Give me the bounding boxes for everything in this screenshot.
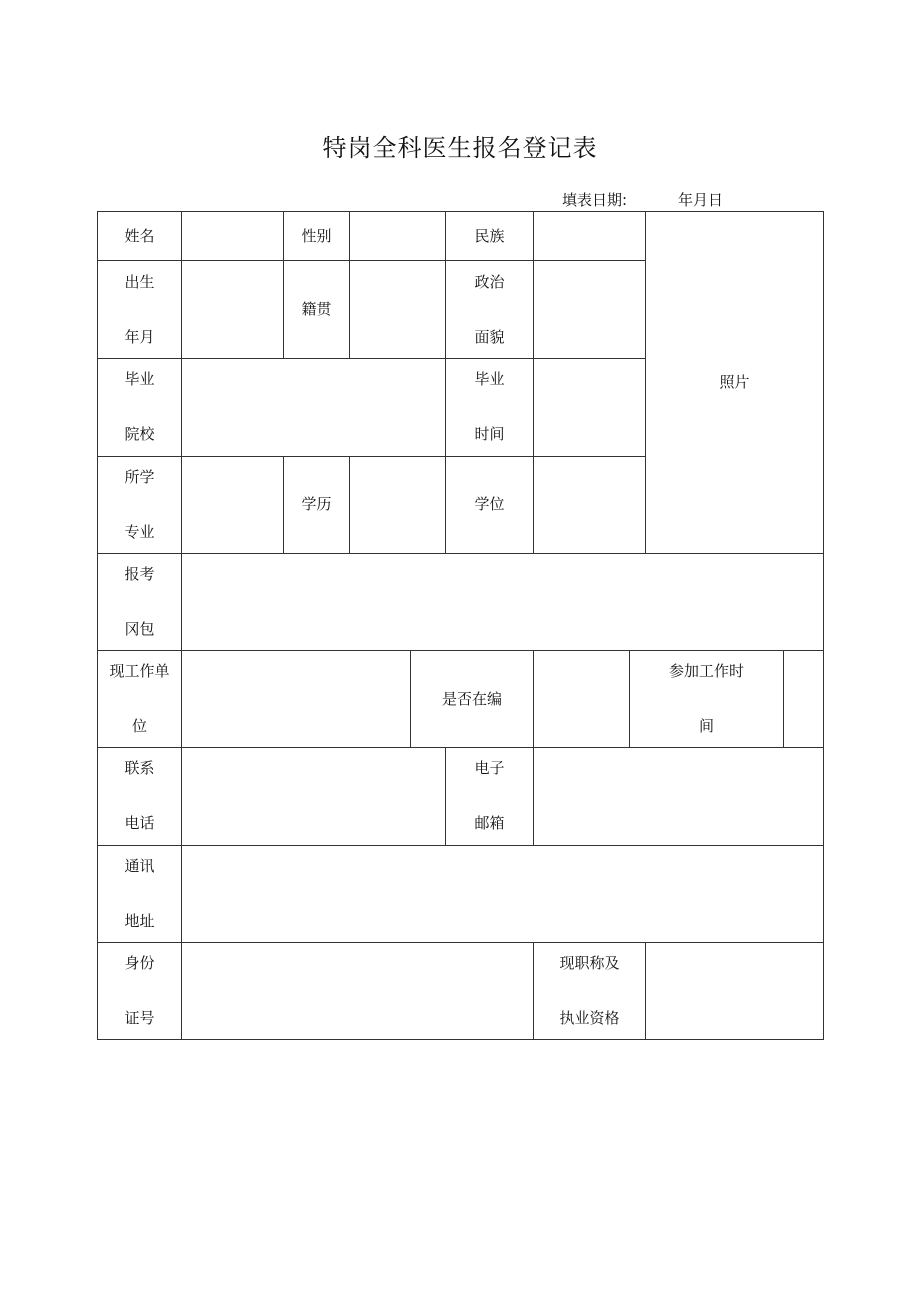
- label-address: 通讯 地址: [98, 845, 182, 942]
- value-work-start-time[interactable]: [784, 651, 824, 748]
- label-work-start-time: 参加工作时 间: [630, 651, 784, 748]
- value-graduate-time[interactable]: [534, 359, 646, 456]
- registration-form-table: [97, 211, 824, 1040]
- value-id-number[interactable]: [182, 942, 534, 1039]
- label-email: 电子 邮箱: [446, 748, 534, 845]
- label-education: 学历: [284, 456, 350, 553]
- label-political-status: 政治 面貌: [446, 261, 534, 359]
- label-phone: 联系 电话: [98, 748, 182, 845]
- value-political-status[interactable]: [534, 261, 646, 359]
- value-gender[interactable]: [350, 212, 446, 261]
- label-major: 所学 专业: [98, 456, 182, 553]
- fill-date-label: 填表日期:: [562, 191, 628, 209]
- value-title-qualification[interactable]: [646, 942, 824, 1039]
- label-gender: 性别: [284, 212, 350, 261]
- value-ethnicity[interactable]: [534, 212, 646, 261]
- value-native-place[interactable]: [350, 261, 446, 359]
- label-graduate-school: 毕业 院校: [98, 359, 182, 456]
- value-current-employer[interactable]: [182, 651, 411, 748]
- label-birth: 出生 年月: [98, 261, 182, 359]
- label-graduate-time: 毕业 时间: [446, 359, 534, 456]
- label-on-staff: 是否在编: [411, 651, 534, 748]
- value-graduate-school[interactable]: [182, 359, 446, 456]
- value-on-staff[interactable]: [534, 651, 630, 748]
- value-applied-post[interactable]: [182, 553, 824, 650]
- label-name: 姓名: [98, 212, 182, 261]
- page-title: 特岗全科医生报名登记表: [322, 134, 598, 162]
- label-native-place: 籍贯: [284, 261, 350, 359]
- value-address[interactable]: [182, 845, 824, 942]
- photo-cell[interactable]: [646, 212, 824, 554]
- value-degree[interactable]: [534, 456, 646, 553]
- fill-date-ymd: 年月日: [678, 191, 724, 209]
- label-photo: 照片: [719, 373, 750, 391]
- label-current-employer: 现工作单 位: [98, 651, 182, 748]
- label-ethnicity: 民族: [446, 212, 534, 261]
- value-email[interactable]: [534, 748, 824, 845]
- label-title-qualification: 现职称及 执业资格: [534, 942, 646, 1039]
- value-major[interactable]: [182, 456, 284, 553]
- value-education[interactable]: [350, 456, 446, 553]
- value-name[interactable]: [182, 212, 284, 261]
- label-applied-post: 报考 冈包: [98, 553, 182, 650]
- label-degree: 学位: [446, 456, 534, 553]
- label-id-number: 身份 证号: [98, 942, 182, 1039]
- value-birth[interactable]: [182, 261, 284, 359]
- value-phone[interactable]: [182, 748, 446, 845]
